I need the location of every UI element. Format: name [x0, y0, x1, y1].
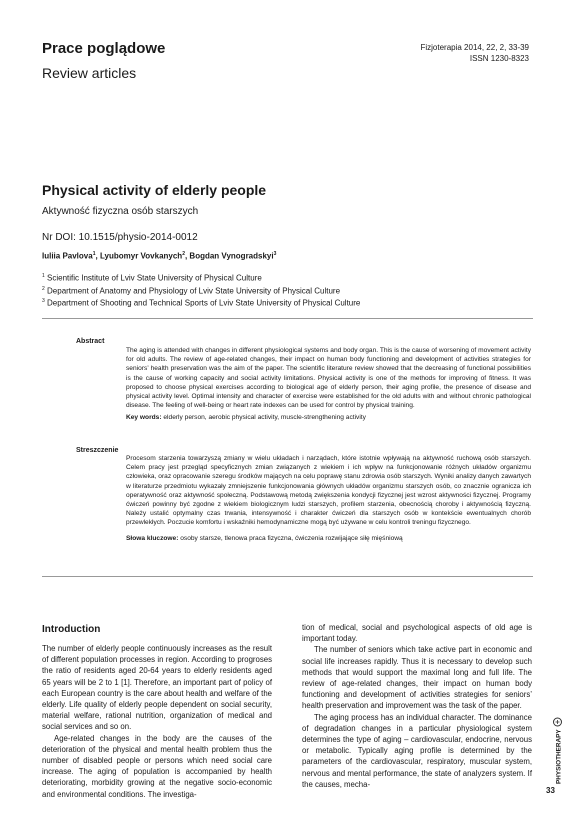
affiliation-text: Scientific Institute of Lviv State University of Physical Culture [47, 273, 262, 283]
paragraph: The aging process has an individual character. The dominance of degradation changes in a particular physiological system determines the type of aging – cardiovascular, endocrine, nervous or metabolic. Typically aging profile is determined by the parameters of the cardiovascular, respiratory, muscular system, nervous and mental performance, the state of analyzers system. If the causes, mecha- [302, 712, 532, 789]
slowa-kluczowe-text: osoby starsze, tlenowa praca fizyczna, ćwiczenia rozwijające siłę mięśniową [180, 534, 403, 542]
streszczenie-text: Procesom starzenia towarzyszą zmiany w wielu układach i narządach, które istotnie wpływają na aktywność ruchową osób starszych. Celem pracy jest przegląd specyficznych zmian związanych z wiekiem i ich wpływ na funkcjonowanie różnych układów organizmu człowieka, oraz opracowanie szeregu środków mających na celu poprawę stanu zdrowia osób starszych. Wyniki analizy danych zawartych w literaturze przedmiotu wykazały zmniejszenie funkcjonowania głównych układów organizmu starszych osób, co znacznie ogranicza ich operatywność oraz aktywność społeczną. Podstawową metodą zwiększenia kondycji fizycznej jest wzrost aktywności fizycznej. Programy ćwiczeń powinny być zgodne z wiekiem biologicznym ludzi starszych, profilem starzenia, obecnością choroby i aktywnością fizyczną. Należy ustalić optymalny czas trwania, intensywność i charakter ćwiczeń dla starszych osób w kontekście ewentualnych chorób przewlekłych. Poczucie komfortu i wskaźniki hemodynamiczne mogą być używane w celu kontroli treningu fizycznego. [126, 455, 531, 527]
streszczenie-keywords [126, 534, 531, 543]
keywords-text: elderly person, aerobic physical activity, muscle-strengthening activity [163, 414, 366, 422]
article-doi[interactable]: Nr DOI: 10.1515/physio-2014-0012 [42, 232, 198, 243]
paragraph: Age-related changes in the body are the causes of the deterioration of the physical and mental health problem thus the number of disabled people or persons which need social care increase. The aging of population is accompanied by health deteriorating, morbidity growing at the negative socio-economic and environmental conditions. The investiga- [42, 733, 272, 799]
author-sup: 3 [273, 251, 277, 257]
author-sup: 2 [182, 251, 185, 257]
abstract-label: Abstract [76, 338, 105, 345]
affiliation-text: Department of Anatomy and Physiology of Lviv State University of Physical Culture [47, 286, 341, 296]
affiliation-list [42, 271, 360, 309]
page-number: 33 [546, 786, 555, 795]
keywords-label: Key words: [126, 414, 162, 422]
affiliation-item [42, 271, 360, 284]
author-name: Bogdan Vynogradskyi [189, 251, 274, 261]
paragraph: The number of elderly people continuously increases as the result of different population processes in region. According to progroses the ratio of residents aged 20-64 years to elderly residents aged 65 years will be 2 to 1 [1]. Therefore, an important part of policy of each European country is the care about health and welfare of the elderly. Life quality of elderly people dependent on social security, material welfare, rational nutrition, organization of medical and social services and so on. [42, 644, 272, 732]
journal-info [420, 42, 529, 64]
slowa-kluczowe-label: Słowa kluczowe: [126, 534, 179, 542]
introduction-heading: Introduction [42, 624, 101, 635]
streszczenie-body [126, 454, 531, 543]
affiliation-sup: 1 [42, 273, 45, 279]
section-title-pl: Prace poglądowe [42, 40, 166, 57]
author-list: Iuliia Pavlova$^1$, Lyubomyr Vovkanych$^2$, Bogdan Vynogradskyi$^3$ [42, 251, 277, 261]
body-column-left [42, 643, 272, 800]
affiliation-sup: 2 [42, 285, 45, 292]
journal-side-logo [551, 716, 564, 786]
journal-issn: ISSN 1230-8323 [469, 54, 529, 63]
body-column-right [302, 622, 532, 790]
affiliation-item [42, 296, 360, 309]
paragraph: The number of seniors which take active part in economic and social life increases rapidly. Thus it is necessary to develop such methods that would support the maximal long and full life. The review of age-related changes, their impact on human body functioning and development of activities strategies for seniors’ health preservation and improvement was the task of the paper. [302, 645, 532, 711]
journal-citation: Fizjoterapia 2014, 22, 2, 33-39 [420, 43, 529, 52]
abstract-text: The aging is attended with changes in different physiological systems and body organ. This is the cause of worsening of movement activity for old adults. The review of age-related changes, their impact on human body functioning and development of activities strategies for seniors’ health preservation was the aim of the paper. The scientific literature review showed that the decreasing of functional possibilities is the cause of working capacity and social activity limitations. Physical activity is one of the methods for improving of fitness. It was proposed to choose physical exercises according to biological age of elderly person, their aging profile, the presence of disease and physical activity level. Optimal intensity and character of exercise were established for the old adults with and without chronic pathological disease. The feeling of well-being or heart rate indexes can be used for control by physical training. [126, 347, 531, 410]
streszczenie-label: Streszczenie [76, 447, 119, 454]
article-subtitle-pl: Aktywność fizyczna osób starszych [42, 206, 199, 217]
divider-top [42, 318, 533, 319]
abstract-keywords [126, 413, 531, 422]
divider-bottom [42, 576, 533, 577]
abstract-body [126, 346, 531, 423]
section-title-en: Review articles [42, 65, 137, 81]
author-name: Iuliia Pavlova [42, 251, 93, 261]
side-label: PHYSIOTHERAPY [555, 729, 563, 784]
author-sup: 1 [92, 251, 96, 257]
author-name: Lyubomyr Vovkanych [99, 251, 183, 261]
affiliation-text: Department of Shooting and Technical Sports of Lviv State University of Physical Culture [47, 298, 361, 308]
affiliation-item [42, 284, 360, 297]
paragraph: tion of medical, social and psychological aspects of old age is important today. [302, 623, 532, 644]
affiliation-sup: 3 [42, 298, 45, 305]
article-title: Physical activity of elderly people [42, 182, 267, 198]
